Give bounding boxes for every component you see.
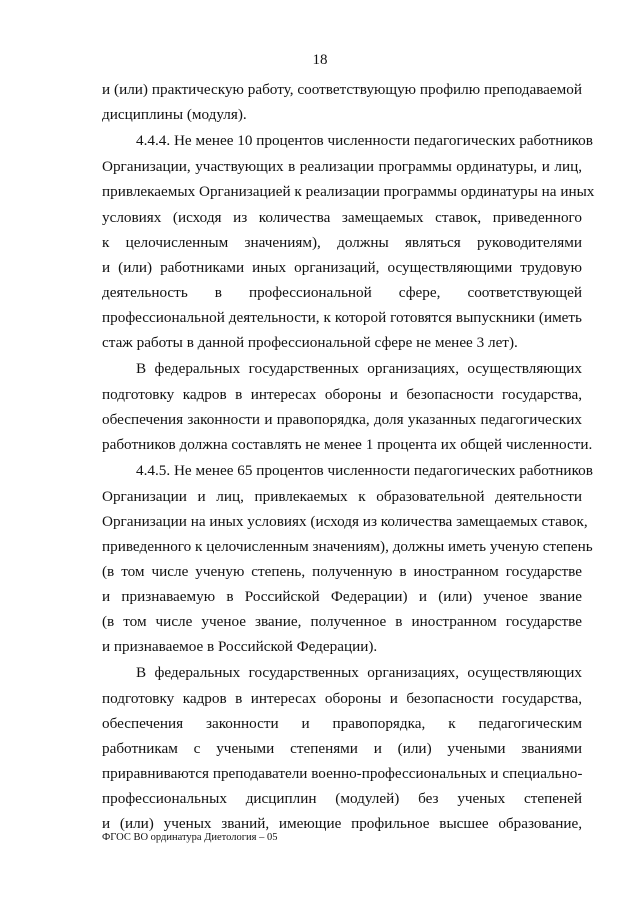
text-line: и признаваемую в Российской Федерации) и (или) ученое звание [102, 588, 582, 605]
text-line: подготовку кадров в интересах обороны и безопасности государства, [102, 386, 582, 403]
text-line: (в том числе ученую степень, полученную в иностранном государстве [102, 563, 582, 580]
text-line: работникам с учеными степенями и (или) учеными званиями [102, 740, 582, 757]
paragraph-4-4-5-start: 4.4.5. Не менее 65 процентов численности педагогических работников [136, 462, 593, 479]
text-line: условиях (исходя из количества замещаемых ставок, приведенного [102, 209, 582, 226]
text-line: и (или) практическую работу, соответствующую профилю преподаваемой [102, 81, 582, 98]
text-line: Организации, участвующих в реализации программы ординатуры, и лиц, [102, 158, 582, 175]
text-line: приведенного к целочисленным значениям), должны иметь ученую степень [102, 538, 593, 555]
text-line: деятельность в профессиональной сфере, соответствующей [102, 284, 582, 301]
text-line: дисциплины (модуля). [102, 106, 247, 123]
text-line: к целочисленным значениям), должны являться руководителями [102, 234, 582, 251]
paragraph-4-4-4-start: 4.4.4. Не менее 10 процентов численности педагогических работников [136, 132, 593, 149]
paragraph-federal-start: В федеральных государственных организациях, осуществляющих [136, 360, 582, 377]
text-line: Организации на иных условиях (исходя из количества замещаемых ставок, [102, 513, 588, 530]
text-line: Организации и лиц, привлекаемых к образовательной деятельности [102, 488, 582, 505]
text-line: работников должна составлять не менее 1 процента их общей численности. [102, 436, 593, 453]
text-line: (в том числе ученое звание, полученное в иностранном государстве [102, 613, 582, 630]
text-line: профессиональной деятельности, к которой готовятся выпускники (иметь [102, 309, 582, 326]
text-line: и (или) ученых званий, имеющие профильное высшее образование, [102, 815, 582, 832]
text-line: приравниваются преподаватели военно-профессиональных и специально- [102, 765, 583, 782]
text-line: обеспечения законности и правопорядка, доля указанных педагогических [102, 411, 582, 428]
text-line: подготовку кадров в интересах обороны и безопасности государства, [102, 690, 582, 707]
text-line: и (или) работниками иных организаций, осуществляющими трудовую [102, 259, 582, 276]
text-line: привлекаемых Организацией к реализации программы ординатуры на иных [102, 183, 595, 200]
text-line: стаж работы в данной профессиональной сфере не менее 3 лет). [102, 334, 518, 351]
paragraph-federal-2-start: В федеральных государственных организациях, осуществляющих [136, 664, 582, 681]
text-line: обеспечения законности и правопорядка, к педагогическим [102, 715, 582, 732]
page-number: 18 [312, 52, 328, 68]
text-line: и признаваемое в Российской Федерации). [102, 638, 378, 655]
text-line: профессиональных дисциплин (модулей) без ученых степеней [102, 790, 582, 807]
page-footer: ФГОС ВО ординатура Диетология – 05 [102, 832, 278, 843]
